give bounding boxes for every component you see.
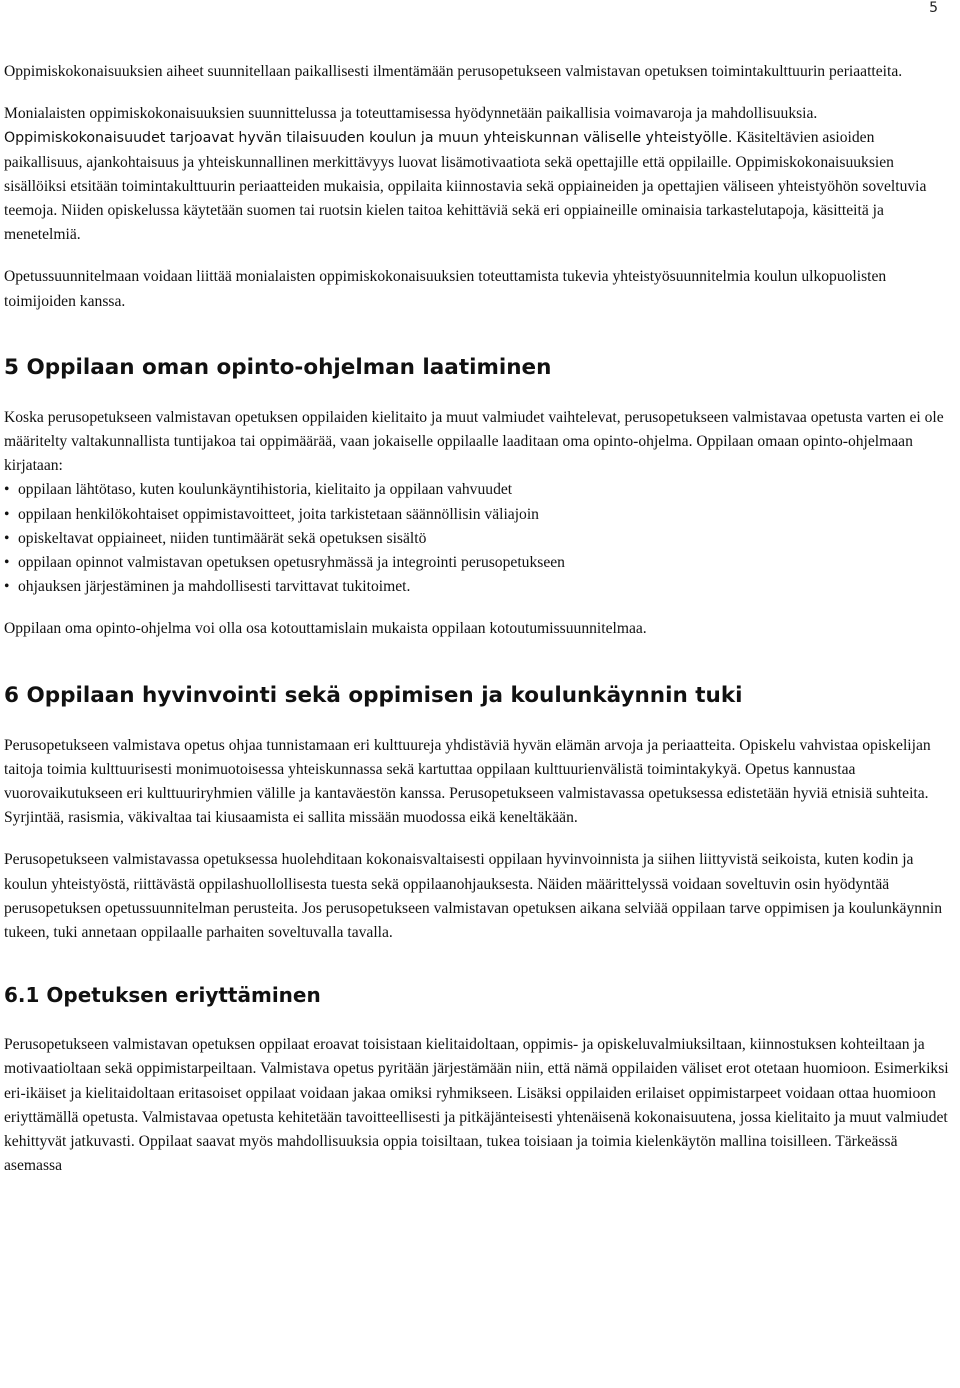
paragraph-segment: Käsiteltävien asioiden paikallisuus, ajankohtaisuus ja yhteiskunnallinen merkittävyys luovat lisämotivaatiota sekä opettajille että oppilaille. Oppimiskokonaisuuksien sisällöiksi etsitään toimintakulttuurin periaatteiden mukaisia, oppilaita kiinnostavia sekä oppiaineiden ja opettajien väliseen yhteistyöhön soveltuvia teemoja. Niiden opiskelussa käytetään suomen tai ruotsin kielen taitoa kehittäviä sekä eri oppiaineille ominaisia tarkastelutapoja, käsitteitä ja menetelmiä. <box>4 129 927 244</box>
section-5-intro: Koska perusopetukseen valmistavan opetuksen oppilaiden kielitaito ja muut valmiudet vaihtelevat, perusopetukseen valmistavaa opetusta varten ei ole määritelty valtakunnallista tuntijakoa tai oppimäärää, vaan jokaiselle oppilaalle laaditaan oma opinto-ohjelma. Oppilaan omaan opinto-ohjelmaan kirjataan: <box>4 408 944 475</box>
document-body <box>4 60 956 1179</box>
section-6-paragraph-1: Perusopetukseen valmistava opetus ohjaa tunnistamaan eri kulttuureja yhdistäviä hyvän elämän arvoja ja periaatteita. Opiskelu vahvistaa opiskelijan taitoja toimia kulttuurisesti monimuotoisessa yhteiskunnassa sekä kartuttaa oppilaan kulttuurienvälistä toimintakykyä. Opetus kannustaa vuorovaikutukseen eri kulttuuriryhmien välille ja kantaväestön kanssa. Perusopetukseen valmistavassa opetuksessa edistetään hyviä etnisiä suhteita. Syrjintää, rasismia, väkivaltaa tai kiusaamista ei sallita missään muodossa eikä keneltäkään. <box>4 736 931 827</box>
section-6-1-heading: 6.1 Opetuksen eriyttäminen <box>4 983 321 1008</box>
paragraph-segment: Monialaisten oppimiskokonaisuuksien suunnittelussa ja toteuttamisessa hyödynnetään paikallisia voimavaroja ja mahdollisuuksia. <box>4 105 818 123</box>
list-item: • oppilaan henkilökohtaiset oppimistavoitteet, joita tarkistetaan säännöllisin väliajoin <box>4 503 956 527</box>
list-item: • oppilaan lähtötaso, kuten koulunkäyntihistoria, kielitaito ja oppilaan vahvuudet <box>4 478 956 502</box>
list-item: • oppilaan opinnot valmistavan opetuksen opetusryhmässä ja integrointi perusopetukseen <box>4 551 956 575</box>
paragraph-opetussuunnitelma: Opetussuunnitelmaan voidaan liittää monialaisten oppimiskokonaisuuksien toteuttamista tukevia yhteistyösuunnitelmia koulun ulkopuolisten toimijoiden kanssa. <box>4 268 887 310</box>
section-5-heading: 5 Oppilaan oman opinto-ohjelman laatiminen <box>4 354 552 380</box>
paragraph-intro: Oppimiskokonaisuuksien aiheet suunnitellaan paikallisesti ilmentämään perusopetukseen valmistavan opetuksen toimintakulttuurin periaatteita. <box>4 63 903 80</box>
list-item: • ohjauksen järjestäminen ja mahdollisesti tarvittavat tukitoimet. <box>4 575 956 599</box>
section-6-heading: 6 Oppilaan hyvinvointi sekä oppimisen ja koulunkäynnin tuki <box>4 682 743 708</box>
list-item: • opiskeltavat oppiaineet, niiden tuntimäärät sekä opetuksen sisältö <box>4 527 956 551</box>
paragraph-monialaiset <box>4 102 956 247</box>
page-number: 5 <box>929 0 938 16</box>
section-5-closing: Oppilaan oma opinto-ohjelma voi olla osa kotouttamislain mukaista oppilaan kotoutumissuunnitelmaa. <box>4 620 647 638</box>
paragraph-segment-sans: Oppimiskokonaisuudet tarjoavat hyvän tilaisuuden koulun ja muun yhteiskunnan väliselle yhteistyölle. <box>4 130 733 147</box>
section-6-paragraph-2: Perusopetukseen valmistavassa opetuksessa huolehditaan kokonaisvaltaisesti oppilaan hyvinvoinnista ja siihen liittyvistä seikoista, kuten kodin ja koulun yhteistyöstä, riittävästä oppilashuollollisesta tuesta sekä oppilaanohjauksesta. Näiden määrittelyssä voidaan soveltuvin osin hyödyntää perusopetuksen opetussuunnitelman perusteita. Jos perusopetukseen valmistavan opetuksen aikana selviää oppilaan tarve oppimisen ja koulunkäynnin tukeen, tuki annetaan oppilaalle parhaiten soveltuvalla tavalla. <box>4 851 942 942</box>
section-6-1-paragraph-1: Perusopetukseen valmistavan opetuksen oppilaat eroavat toisistaan kielitaidoltaan, oppimis- ja opiskeluvalmiuksiltaan, kiinnostuksen kohteiltaan ja motivaatioltaan sekä oppimistarpeiltaan. Valmistava opetus pyritään järjestämään niin, että nämä oppilaiden väliset erot otetaan huomioon. Esimerkiksi eri-ikäiset ja kielitaidoltaan eritasoiset oppilaat voidaan jakaa omiksi ryhmikseen. Lisäksi oppilaiden erilaiset oppimistarpeet voidaan ottaa huomioon eriyttämällä opetusta. Valmistavaa opetusta kehitetään tavoitteellisesti ja pitkäjänteisesti yhtenäisenä kokonaisuutena, jossa kielitaito ja muut valmiudet kehittyvät jatkuvasti. Oppilaat saavat myös mahdollisuuksia oppia toisiltaan, tukea toisiaan ja toimia kielenkäytön mallina toisilleen. Tärkeässä asemassa <box>4 1036 949 1175</box>
study-plan-list <box>4 478 956 599</box>
